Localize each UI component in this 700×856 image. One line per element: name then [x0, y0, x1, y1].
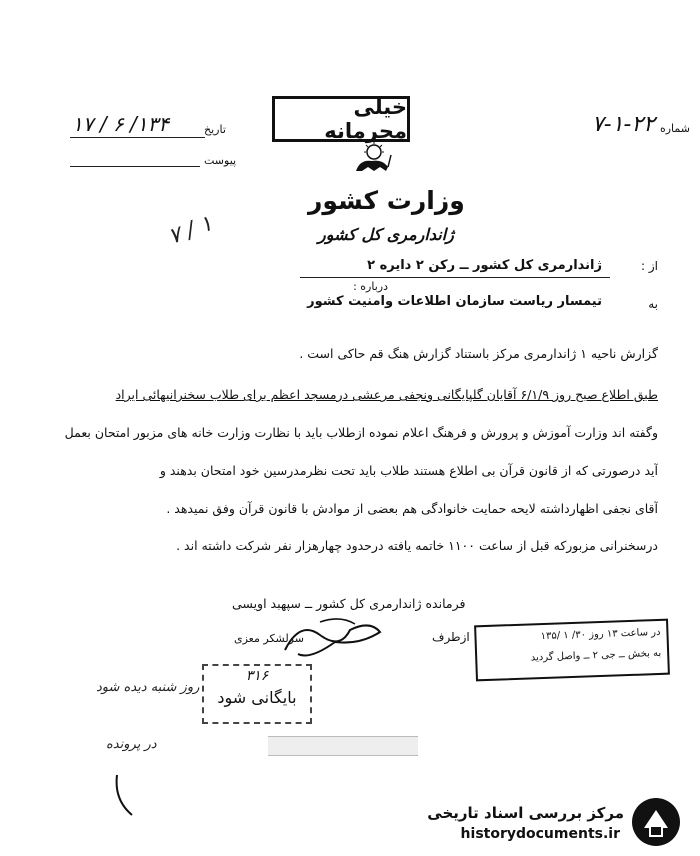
- to-value: تیمسار ریاست سازمان اطلاعات وامنیت کشور: [307, 294, 602, 309]
- date-underline: [70, 137, 205, 138]
- from-value: ژاندارمری کل کشور ــ رکن ۲ دایره ۲: [367, 258, 602, 273]
- body-line-1: گزارش ناحیه ۱ ژاندارمری مرکز باستناد گزارش هنگ قم حاکی است .: [299, 346, 658, 361]
- attachment-line: [70, 166, 200, 167]
- department-name: ژاندارمری کل کشور: [318, 225, 454, 244]
- signature-title: فرمانده ژاندارمری کل کشور ــ سپهبد اویسی: [232, 596, 466, 611]
- ministry-name: وزارت کشور: [308, 186, 465, 215]
- body-line-4: آید درصورتی که از قانون قرآن بی اطلاع هستند طلاب باید تحت نظرمدرسین خود امتحان بدهند و: [159, 463, 658, 478]
- footer-org: مرکز بررسی اسناد تاریخی: [427, 804, 624, 822]
- on-behalf-label: ازطرف: [432, 630, 470, 644]
- body-line-6: درسخنرانی مزبورکه قبل از ساعت ۱۱۰۰ خاتمه یافته درحدود چهارهزار نفر شرکت داشته اند .: [176, 538, 658, 553]
- attachment-label: پیوست: [204, 154, 237, 167]
- subject-label: درباره :: [353, 280, 388, 293]
- archive-logo-icon: [630, 796, 682, 852]
- date-label: تاریخ: [204, 123, 226, 136]
- signature-sub: سرلشکر معزی: [234, 632, 304, 645]
- archive-stamp: [202, 664, 312, 724]
- from-line: [300, 277, 610, 278]
- note-2: در پرونده: [106, 737, 157, 752]
- receipt-stamp-line1: در ساعت ۱۳ روز ۳۰/ ۱ /۱۳۵: [540, 626, 661, 643]
- body-line-2: طبق اطلاع صبح روز ۶/۱/۹ آقایان گلپایگانی ونجفی مرعشی درمسجد اعظم برای طلاب سخنرانیهائی ایراد: [115, 387, 658, 402]
- footer-url: historydocuments.ir: [460, 826, 620, 842]
- signature-scribble-icon: [280, 610, 390, 669]
- number-label: شماره: [659, 122, 690, 135]
- receipt-stamp: [474, 619, 670, 682]
- date-value: ۱۷ / ۶ /۱۳۴: [72, 112, 170, 136]
- body-line-3: وگفته اند وزارت آموزش و پرورش و فرهنگ اعلام نموده ازطلاب باید با نظارت وزارت خانه های مزبور امتحان بعمل: [64, 425, 658, 440]
- classification-stamp-text: خیلی محرمانه: [324, 95, 407, 143]
- from-label: از :: [641, 259, 658, 273]
- lion-and-sun-emblem-icon: [352, 141, 392, 179]
- faded-stamp: [268, 736, 418, 756]
- number-value: ۷-۱-۲۲: [591, 112, 655, 137]
- margin-note: ۷ / ۱: [165, 211, 216, 250]
- to-label: به: [648, 297, 658, 311]
- archive-stamp-number: ۳۱۶: [245, 668, 269, 684]
- body-line-5: آقای نجفی اظهارداشته لایحه حمایت خانوادگی هم بعضی از موادش با قانون قرآن وفق نمیدهد .: [166, 501, 658, 516]
- handwritten-mark-icon: [112, 770, 142, 824]
- archive-stamp-label: بایگانی شود: [217, 688, 297, 707]
- classification-stamp: [272, 96, 410, 142]
- note-1: روز شنبه دیده شود: [96, 680, 200, 695]
- receipt-stamp-line2: به بخش ــ جی ۲ ــ واصل گردید: [530, 647, 662, 664]
